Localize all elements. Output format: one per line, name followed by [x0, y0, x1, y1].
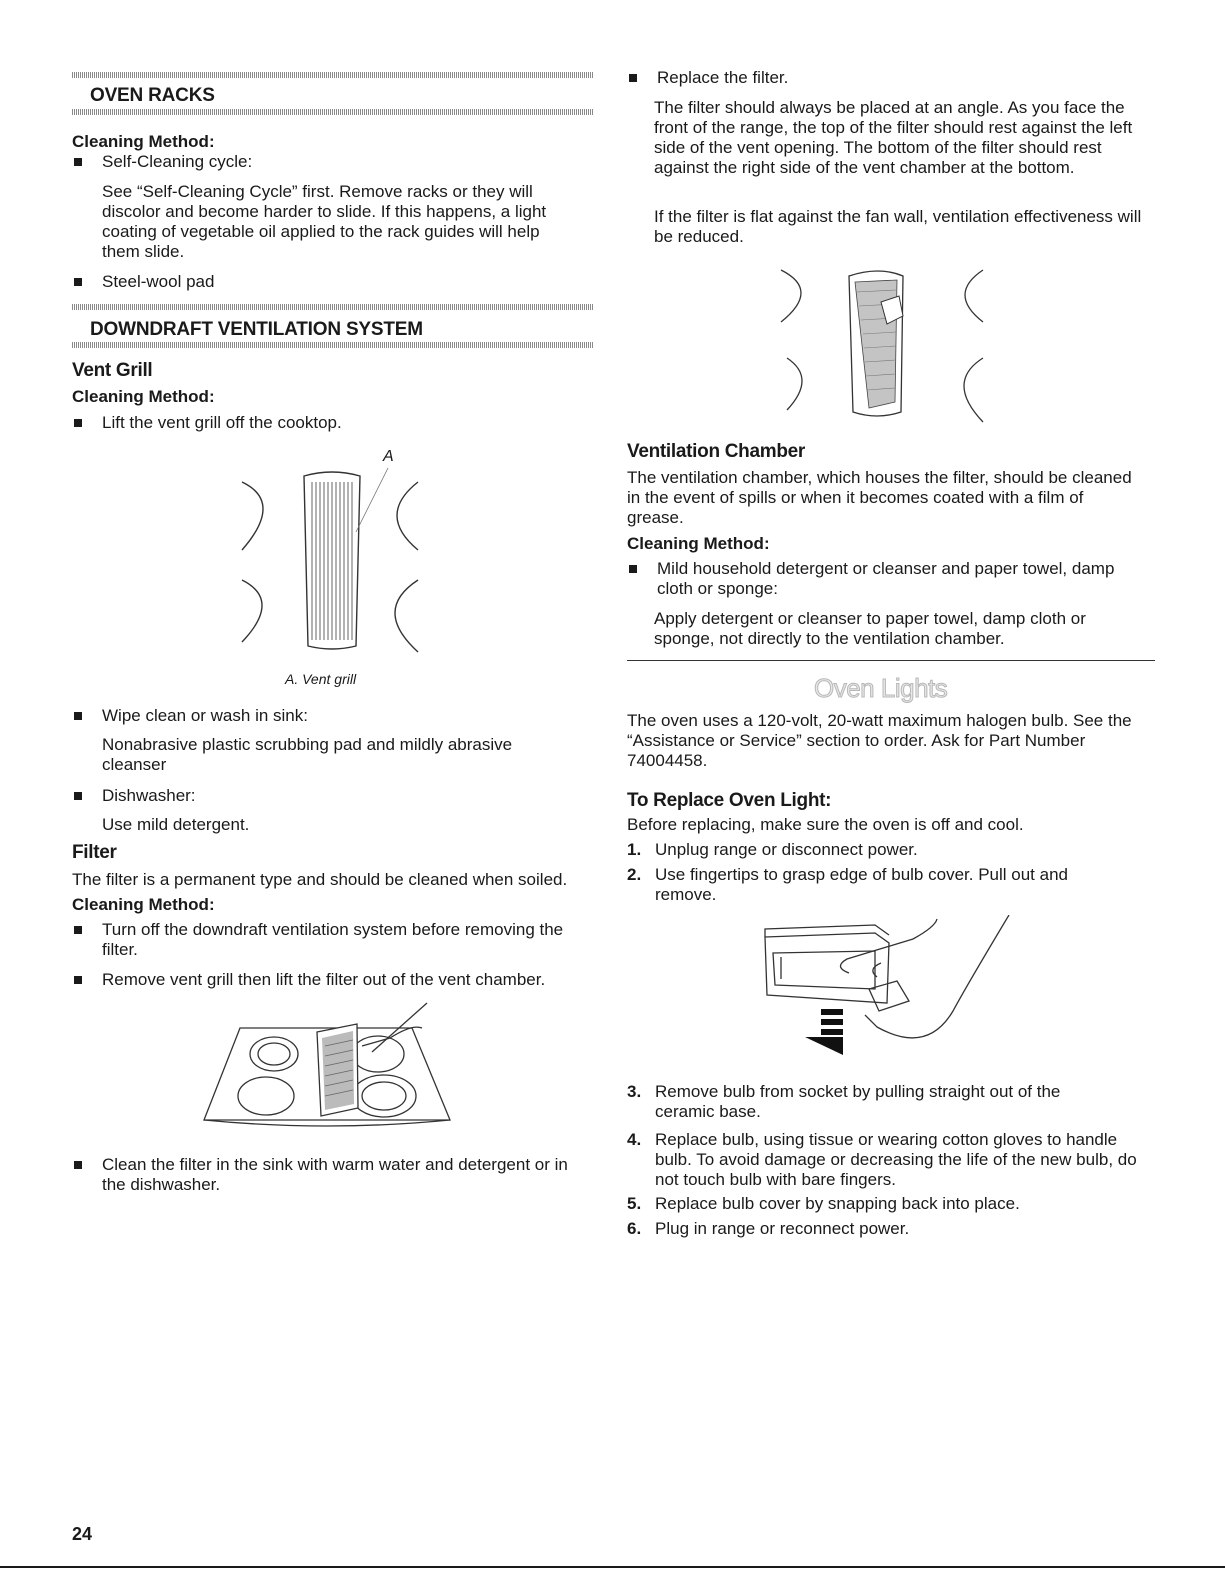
bullet-text: Replace the filter. — [657, 68, 789, 87]
ventilation-chamber-heading: Ventilation Chamber — [627, 441, 806, 462]
step-number: 2. — [627, 865, 642, 884]
bullet-icon — [74, 976, 82, 984]
cleaning-method-label: Cleaning Method: — [627, 534, 770, 553]
paragraph: See “Self-Cleaning Cycle” first. Remove racks or they will discolor and become harder to slide. If this happens, a light coating of vegetable oil applied to the rack guides will help them slide. — [102, 182, 547, 261]
bullet-icon — [74, 926, 82, 934]
oven-lights-title: Oven Lights — [814, 673, 948, 703]
bullet-text: Mild household detergent or cleanser and paper towel, damp cloth or sponge: — [657, 559, 1115, 598]
step-number: 4. — [627, 1130, 642, 1149]
section-rule-top — [72, 72, 594, 78]
replace-oven-light-heading: To Replace Oven Light: — [627, 790, 832, 811]
paragraph: The ventilation chamber, which houses the filter, should be cleaned in the event of spills or when it becomes coated with a film of grease. — [627, 468, 1132, 527]
paragraph: The oven uses a 120-volt, 20-watt maximum halogen bulb. See the “Assistance or Service” section to order. Ask for Part Number 74004458. — [627, 711, 1132, 770]
bullet-text: Turn off the downdraft ventilation system before removing the filter. — [102, 920, 564, 959]
bullet-icon — [629, 565, 637, 573]
section-rule-bottom — [72, 342, 594, 348]
bullet-text: Dishwasher: — [102, 786, 196, 805]
step-text: Unplug range or disconnect power. — [655, 840, 918, 859]
filter-heading: Filter — [72, 842, 117, 863]
cooktop-filter-illustration — [202, 998, 462, 1138]
cleaning-method-label: Cleaning Method: — [72, 387, 215, 406]
footer-rule — [0, 1566, 1225, 1568]
vent-grill-heading: Vent Grill — [72, 360, 153, 381]
oven-racks-title: OVEN RACKS — [90, 85, 215, 106]
cleaning-method-label: Cleaning Method: — [72, 895, 215, 914]
paragraph: The filter is a permanent type and should be cleaned when soiled. — [72, 870, 568, 889]
step-text: Replace bulb cover by snapping back into place. — [655, 1194, 1020, 1213]
step-number: 3. — [627, 1082, 642, 1101]
bullet-icon — [74, 792, 82, 800]
page-number: 24 — [72, 1524, 93, 1544]
paragraph: Apply detergent or cleanser to paper towel, damp cloth or sponge, not directly to the ventilation chamber. — [654, 609, 1086, 648]
paragraph: If the filter is flat against the fan wall, ventilation effectiveness will be reduced. — [654, 207, 1142, 246]
figure-callout-letter: A — [383, 448, 394, 465]
cleaning-method-label: Cleaning Method: — [72, 132, 215, 151]
bullet-icon — [74, 1161, 82, 1169]
step-text: Plug in range or reconnect power. — [655, 1219, 910, 1238]
step-text: Use fingertips to grasp edge of bulb cover. Pull out and remove. — [655, 865, 1068, 904]
paragraph: Use mild detergent. — [102, 815, 250, 834]
step-text: Replace bulb, using tissue or wearing cotton gloves to handle bulb. To avoid damage or decreasing the life of the new bulb, do not touch bulb with bare fingers. — [655, 1130, 1137, 1189]
paragraph: Before replacing, make sure the oven is off and cool. — [627, 815, 1024, 834]
section-rule-bottom — [72, 109, 594, 115]
bullet-icon — [74, 158, 82, 166]
downdraft-title: DOWNDRAFT VENTILATION SYSTEM — [90, 319, 423, 340]
bullet-text: Lift the vent grill off the cooktop. — [102, 413, 342, 432]
step-text: Remove bulb from socket by pulling straight out of the ceramic base. — [655, 1082, 1061, 1121]
bullet-icon — [74, 712, 82, 720]
bullet-icon — [74, 278, 82, 286]
paragraph: The filter should always be placed at an angle. As you face the front of the range, the top of the filter should rest against the left side of the vent opening. The bottom of the filter should rest against the right side of the vent chamber at the bottom. — [654, 98, 1133, 177]
vent-grill-illustration — [232, 440, 432, 660]
section-divider — [627, 660, 1155, 661]
bullet-text: Self-Cleaning cycle: — [102, 152, 253, 171]
bullet-icon — [74, 419, 82, 427]
step-number: 5. — [627, 1194, 642, 1213]
bullet-text: Remove vent grill then lift the filter out of the vent chamber. — [102, 970, 546, 989]
bullet-text: Clean the filter in the sink with warm water and detergent or in the dishwasher. — [102, 1155, 568, 1194]
filter-placement-illustration — [777, 262, 997, 430]
section-rule-top — [72, 304, 594, 310]
figure-caption: A. Vent grill — [285, 671, 357, 687]
step-number: 1. — [627, 840, 642, 859]
paragraph: Nonabrasive plastic scrubbing pad and mildly abrasive cleanser — [102, 735, 513, 774]
bulb-cover-illustration — [757, 915, 1017, 1065]
step-number: 6. — [627, 1219, 642, 1238]
bullet-text: Steel-wool pad — [102, 272, 215, 291]
bullet-icon — [629, 74, 637, 82]
bullet-text: Wipe clean or wash in sink: — [102, 706, 308, 725]
